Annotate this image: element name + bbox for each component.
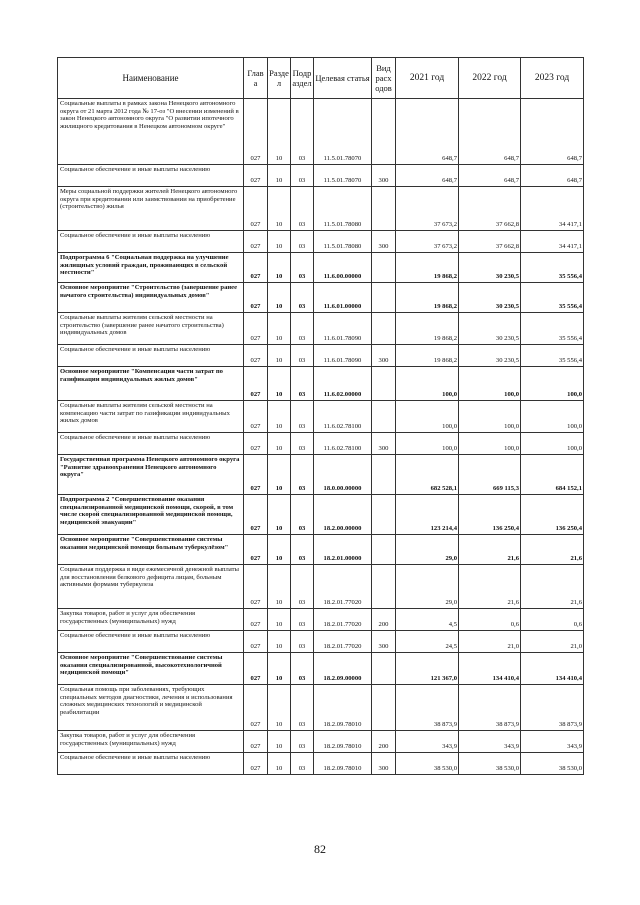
table-row <box>58 455 584 495</box>
cell-y2021: 100,0 <box>396 433 459 455</box>
cell-y2021: 29,0 <box>396 535 459 565</box>
cell-y2021: 38 530,0 <box>396 753 459 775</box>
cell-glava: 027 <box>244 535 268 565</box>
cell-target: 18.2.01.77020 <box>314 609 372 631</box>
cell-razdel: 10 <box>268 187 291 231</box>
cell-podrazdel: 03 <box>291 433 314 455</box>
cell-y2023: 21,0 <box>521 631 584 653</box>
cell-name: Подпрограмма 6 "Социальная поддержка на улучшение жилищных условий граждан, проживающих в сельской местности" <box>58 253 244 283</box>
cell-glava: 027 <box>244 495 268 535</box>
cell-glava: 027 <box>244 165 268 187</box>
table-row <box>58 753 584 775</box>
cell-name: Закупка товаров, работ и услуг для обеспечения государственных (муниципальных) нужд <box>58 731 244 753</box>
cell-razdel: 10 <box>268 565 291 609</box>
cell-podrazdel: 03 <box>291 283 314 313</box>
cell-razdel: 10 <box>268 455 291 495</box>
cell-glava: 027 <box>244 283 268 313</box>
table-row <box>58 231 584 253</box>
cell-y2022: 21,6 <box>459 565 521 609</box>
cell-y2022: 100,0 <box>459 433 521 455</box>
header-glava: Глав а <box>244 58 268 99</box>
cell-razdel: 10 <box>268 653 291 685</box>
cell-y2022: 30 230,5 <box>459 253 521 283</box>
cell-y2021: 121 367,0 <box>396 653 459 685</box>
cell-name: Социальное обеспечение и иные выплаты населению <box>58 753 244 775</box>
cell-name: Основное мероприятие "Компенсация части затрат по газификации индивидуальных жилых домов" <box>58 367 244 401</box>
cell-y2021: 100,0 <box>396 401 459 433</box>
header-target: Целевая статья <box>314 58 372 99</box>
cell-y2021: 24,5 <box>396 631 459 653</box>
cell-glava: 027 <box>244 731 268 753</box>
cell-vid <box>372 253 396 283</box>
table-row <box>58 685 584 731</box>
cell-y2023: 35 556,4 <box>521 345 584 367</box>
cell-razdel: 10 <box>268 495 291 535</box>
cell-razdel: 10 <box>268 401 291 433</box>
cell-y2023: 38 873,9 <box>521 685 584 731</box>
cell-podrazdel: 03 <box>291 685 314 731</box>
cell-y2023: 684 152,1 <box>521 455 584 495</box>
budget-table-wrapper <box>57 57 583 775</box>
table-row <box>58 401 584 433</box>
cell-vid <box>372 535 396 565</box>
cell-razdel: 10 <box>268 631 291 653</box>
cell-y2023: 100,0 <box>521 401 584 433</box>
table-row <box>58 99 584 165</box>
cell-vid <box>372 401 396 433</box>
cell-razdel: 10 <box>268 753 291 775</box>
cell-razdel: 10 <box>268 99 291 165</box>
table-row <box>58 283 584 313</box>
cell-vid: 200 <box>372 609 396 631</box>
cell-podrazdel: 03 <box>291 187 314 231</box>
cell-y2023: 100,0 <box>521 433 584 455</box>
cell-target: 11.6.01.78090 <box>314 313 372 345</box>
cell-y2021: 19 868,2 <box>396 283 459 313</box>
table-row <box>58 433 584 455</box>
cell-glava: 027 <box>244 253 268 283</box>
cell-y2022: 37 662,8 <box>459 187 521 231</box>
cell-razdel: 10 <box>268 685 291 731</box>
cell-target: 11.6.02.00000 <box>314 367 372 401</box>
table-row <box>58 165 584 187</box>
cell-y2023: 34 417,1 <box>521 187 584 231</box>
cell-podrazdel: 03 <box>291 495 314 535</box>
cell-target: 11.6.00.00000 <box>314 253 372 283</box>
cell-y2021: 343,9 <box>396 731 459 753</box>
cell-target: 11.5.01.78080 <box>314 231 372 253</box>
cell-glava: 027 <box>244 631 268 653</box>
table-row <box>58 631 584 653</box>
cell-y2022: 343,9 <box>459 731 521 753</box>
cell-y2021: 37 673,2 <box>396 187 459 231</box>
cell-vid <box>372 99 396 165</box>
cell-glava: 027 <box>244 609 268 631</box>
cell-y2022: 136 250,4 <box>459 495 521 535</box>
cell-vid: 200 <box>372 731 396 753</box>
cell-target: 18.2.09.00000 <box>314 653 372 685</box>
cell-razdel: 10 <box>268 345 291 367</box>
cell-vid: 300 <box>372 165 396 187</box>
cell-name: Социальное обеспечение и иные выплаты населению <box>58 231 244 253</box>
cell-y2022: 30 230,5 <box>459 345 521 367</box>
cell-y2022: 100,0 <box>459 367 521 401</box>
cell-vid <box>372 495 396 535</box>
cell-y2022: 134 410,4 <box>459 653 521 685</box>
cell-name: Социальные выплаты в рамках закона Ненецкого автономного округа от 21 марта 2012 года № 17-оз "О внесении изменений в закон Ненецкого автономного округа "О развитии ипотечного жилищного кредитования в Ненецком автономном округе" <box>58 99 244 165</box>
cell-vid: 300 <box>372 753 396 775</box>
cell-target: 11.6.01.78090 <box>314 345 372 367</box>
cell-y2021: 38 873,9 <box>396 685 459 731</box>
cell-glava: 027 <box>244 565 268 609</box>
cell-y2021: 648,7 <box>396 99 459 165</box>
cell-y2022: 100,0 <box>459 401 521 433</box>
cell-target: 18.0.00.00000 <box>314 455 372 495</box>
cell-name: Основное мероприятие "Совершенствование системы оказания специализированной, высокотехнологичной медицинской помощи" <box>58 653 244 685</box>
cell-target: 18.2.00.00000 <box>314 495 372 535</box>
cell-vid <box>372 455 396 495</box>
cell-y2022: 30 230,5 <box>459 283 521 313</box>
cell-y2023: 648,7 <box>521 165 584 187</box>
cell-glava: 027 <box>244 433 268 455</box>
header-podrazdel: Подр аздел <box>291 58 314 99</box>
cell-y2023: 38 530,0 <box>521 753 584 775</box>
cell-y2023: 136 250,4 <box>521 495 584 535</box>
cell-y2022: 30 230,5 <box>459 313 521 345</box>
header-name: Наименование <box>58 58 244 99</box>
header-razdel: Разде л <box>268 58 291 99</box>
cell-razdel: 10 <box>268 313 291 345</box>
cell-y2023: 648,7 <box>521 99 584 165</box>
cell-glava: 027 <box>244 401 268 433</box>
cell-name: Социальное обеспечение и иные выплаты населению <box>58 165 244 187</box>
cell-y2022: 38 873,9 <box>459 685 521 731</box>
cell-y2022: 648,7 <box>459 99 521 165</box>
cell-y2021: 19 868,2 <box>396 345 459 367</box>
cell-y2022: 0,6 <box>459 609 521 631</box>
header-vid: Вид расх одов <box>372 58 396 99</box>
cell-vid <box>372 685 396 731</box>
cell-name: Государственная программа Ненецкого автономного округа "Развитие здравоохранения Ненецкого автономного округа" <box>58 455 244 495</box>
cell-vid <box>372 565 396 609</box>
cell-razdel: 10 <box>268 367 291 401</box>
cell-y2022: 38 530,0 <box>459 753 521 775</box>
cell-y2021: 4,5 <box>396 609 459 631</box>
cell-vid: 300 <box>372 231 396 253</box>
cell-target: 18.2.09.78010 <box>314 731 372 753</box>
cell-y2023: 34 417,1 <box>521 231 584 253</box>
cell-glava: 027 <box>244 187 268 231</box>
cell-razdel: 10 <box>268 253 291 283</box>
cell-name: Социальное обеспечение и иные выплаты населению <box>58 631 244 653</box>
cell-glava: 027 <box>244 455 268 495</box>
header-2021: 2021 год <box>396 58 459 99</box>
cell-podrazdel: 03 <box>291 455 314 495</box>
cell-target: 11.6.01.00000 <box>314 283 372 313</box>
cell-name: Меры социальной поддержки жителей Ненецкого автономного округа при кредитовании или заимствовании на приобретение (строительство) жилья <box>58 187 244 231</box>
cell-y2022: 37 662,8 <box>459 231 521 253</box>
cell-podrazdel: 03 <box>291 345 314 367</box>
cell-podrazdel: 03 <box>291 231 314 253</box>
table-row <box>58 653 584 685</box>
cell-y2023: 100,0 <box>521 367 584 401</box>
cell-razdel: 10 <box>268 231 291 253</box>
cell-y2021: 100,0 <box>396 367 459 401</box>
cell-podrazdel: 03 <box>291 653 314 685</box>
cell-vid: 300 <box>372 345 396 367</box>
cell-glava: 027 <box>244 367 268 401</box>
cell-target: 18.2.01.77020 <box>314 631 372 653</box>
cell-target: 11.6.02.78100 <box>314 401 372 433</box>
cell-target: 18.2.01.00000 <box>314 535 372 565</box>
cell-target: 18.2.01.77020 <box>314 565 372 609</box>
cell-y2022: 21,6 <box>459 535 521 565</box>
cell-name: Подпрограмма 2 "Совершенствование оказания специализированной медицинской помощи, скорой, в том числе скорой специализированной медицинской помощи, медицинской эвакуации" <box>58 495 244 535</box>
cell-vid <box>372 313 396 345</box>
cell-glava: 027 <box>244 345 268 367</box>
table-header-row <box>58 58 584 99</box>
cell-razdel: 10 <box>268 433 291 455</box>
cell-y2023: 21,6 <box>521 535 584 565</box>
cell-podrazdel: 03 <box>291 313 314 345</box>
cell-podrazdel: 03 <box>291 253 314 283</box>
cell-podrazdel: 03 <box>291 367 314 401</box>
cell-y2023: 21,6 <box>521 565 584 609</box>
cell-razdel: 10 <box>268 609 291 631</box>
cell-y2021: 19 868,2 <box>396 253 459 283</box>
cell-y2023: 35 556,4 <box>521 283 584 313</box>
cell-vid <box>372 283 396 313</box>
table-body <box>58 99 584 775</box>
cell-y2021: 19 868,2 <box>396 313 459 345</box>
cell-podrazdel: 03 <box>291 753 314 775</box>
cell-vid: 300 <box>372 433 396 455</box>
cell-vid: 300 <box>372 631 396 653</box>
cell-target: 18.2.09.78010 <box>314 685 372 731</box>
table-row <box>58 731 584 753</box>
cell-podrazdel: 03 <box>291 99 314 165</box>
cell-name: Закупка товаров, работ и услуг для обеспечения государственных (муниципальных) нужд <box>58 609 244 631</box>
cell-razdel: 10 <box>268 165 291 187</box>
cell-target: 11.5.01.78080 <box>314 187 372 231</box>
cell-y2021: 37 673,2 <box>396 231 459 253</box>
cell-y2022: 648,7 <box>459 165 521 187</box>
table-row <box>58 345 584 367</box>
cell-y2022: 21,0 <box>459 631 521 653</box>
budget-table <box>57 57 584 775</box>
cell-glava: 027 <box>244 653 268 685</box>
cell-y2023: 0,6 <box>521 609 584 631</box>
cell-glava: 027 <box>244 753 268 775</box>
cell-glava: 027 <box>244 685 268 731</box>
cell-vid <box>372 187 396 231</box>
cell-y2022: 669 115,3 <box>459 455 521 495</box>
table-row <box>58 367 584 401</box>
header-2022: 2022 год <box>459 58 521 99</box>
cell-name: Социальная поддержка в виде ежемесячной денежной выплаты для восстановления белкового дефицита лицам, больным активными формами туберкулеза <box>58 565 244 609</box>
cell-y2023: 134 410,4 <box>521 653 584 685</box>
cell-y2023: 343,9 <box>521 731 584 753</box>
cell-target: 11.5.01.78070 <box>314 165 372 187</box>
table-row <box>58 313 584 345</box>
cell-glava: 027 <box>244 99 268 165</box>
page-number: 82 <box>314 842 326 856</box>
table-row <box>58 187 584 231</box>
cell-podrazdel: 03 <box>291 731 314 753</box>
header-2023: 2023 год <box>521 58 584 99</box>
cell-razdel: 10 <box>268 535 291 565</box>
cell-razdel: 10 <box>268 283 291 313</box>
cell-podrazdel: 03 <box>291 165 314 187</box>
cell-name: Социальные выплаты жителям сельской местности на строительство (завершение ранее начатого строительства) индивидуальных домов <box>58 313 244 345</box>
table-row <box>58 609 584 631</box>
cell-glava: 027 <box>244 231 268 253</box>
cell-y2021: 682 528,1 <box>396 455 459 495</box>
table-row <box>58 253 584 283</box>
cell-y2023: 35 556,4 <box>521 253 584 283</box>
cell-y2023: 35 556,4 <box>521 313 584 345</box>
cell-name: Основное мероприятие "Строительство (завершение ранее начатого строительства) индивидуальных домов" <box>58 283 244 313</box>
cell-y2021: 123 214,4 <box>396 495 459 535</box>
cell-name: Социальное обеспечение и иные выплаты населению <box>58 345 244 367</box>
table-row <box>58 535 584 565</box>
cell-target: 11.5.01.78070 <box>314 99 372 165</box>
cell-podrazdel: 03 <box>291 401 314 433</box>
cell-glava: 027 <box>244 313 268 345</box>
table-row <box>58 565 584 609</box>
cell-podrazdel: 03 <box>291 631 314 653</box>
table-row <box>58 495 584 535</box>
cell-podrazdel: 03 <box>291 609 314 631</box>
cell-podrazdel: 03 <box>291 535 314 565</box>
cell-target: 18.2.09.78010 <box>314 753 372 775</box>
cell-y2021: 648,7 <box>396 165 459 187</box>
cell-name: Социальные выплаты жителям сельской местности на компенсацию части затрат по газификации индивидуальных жилых домов <box>58 401 244 433</box>
cell-vid <box>372 367 396 401</box>
cell-name: Социальное обеспечение и иные выплаты населению <box>58 433 244 455</box>
cell-razdel: 10 <box>268 731 291 753</box>
cell-vid <box>372 653 396 685</box>
cell-target: 11.6.02.78100 <box>314 433 372 455</box>
cell-y2021: 29,0 <box>396 565 459 609</box>
cell-name: Социальная помощь при заболеваниях, требующих специальных методов диагностики, лечения и использования сложных медицинских технологий и медицинской реабилитации <box>58 685 244 731</box>
cell-podrazdel: 03 <box>291 565 314 609</box>
cell-name: Основное мероприятие "Совершенствование системы оказания медицинской помощи больным туберкулёзом" <box>58 535 244 565</box>
